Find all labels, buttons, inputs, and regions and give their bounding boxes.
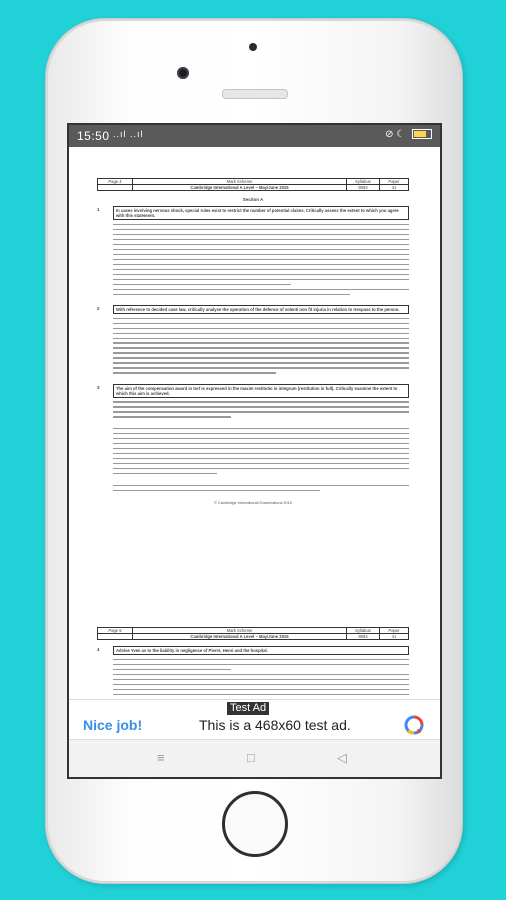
question-1 [97, 206, 409, 295]
home-icon[interactable]: □ [247, 750, 255, 765]
ad-tag: Test Ad [227, 702, 269, 715]
syllabus-label: Syllabus [347, 628, 380, 634]
ad-nice-text: Nice job! [83, 717, 143, 733]
status-time: 15:50 [77, 129, 110, 143]
back-icon[interactable]: ◁ [337, 750, 347, 765]
status-indicators [385, 129, 432, 140]
copyright-text: © Cambridge International Examinations 2015 [214, 500, 292, 505]
paper-value: 41 [380, 634, 409, 640]
document-page-5 [97, 627, 409, 699]
answer-text-lines [113, 659, 409, 695]
question-prompt: In cases involving nervous shock, special rules exist to restrict the number of potential claims. Critically assess the extent to which you agree with this statement. [113, 206, 409, 220]
syllabus-value: 9084 [347, 185, 380, 191]
page-label: Page 5 [98, 628, 133, 634]
ad-choices-icon[interactable] [403, 714, 425, 736]
signal-icon: ..ıl ..ıl [113, 129, 144, 139]
question-4 [97, 646, 409, 695]
mark-scheme-label: Mark Scheme [133, 628, 347, 634]
syllabus-value: 9084 [347, 634, 380, 640]
page-header-table [97, 178, 409, 191]
home-button[interactable] [222, 791, 288, 857]
question-number: 3 [97, 384, 100, 390]
screen [67, 123, 442, 779]
page-label: Page 4 [98, 179, 133, 185]
exam-title: Cambridge International A Level – May/June 2015 [133, 185, 347, 191]
answer-text-lines [113, 401, 409, 491]
android-nav-bar [69, 739, 440, 778]
battery-icon [412, 129, 432, 139]
answer-text-lines [113, 318, 409, 374]
section-title: Section A [242, 197, 264, 202]
document-page-4 [97, 178, 409, 506]
speaker-grille [222, 89, 288, 99]
earpiece [249, 43, 257, 51]
question-number: 2 [97, 305, 100, 311]
question-prompt: The aim of the compensation award in tort is expressed in the maxim restitutio in integrum (restitution in full). Critically examine the extent to which this aim is achieved. [113, 384, 409, 398]
paper-value: 41 [380, 185, 409, 191]
question-number: 1 [97, 207, 100, 212]
mark-scheme-label: Mark Scheme [133, 179, 347, 185]
front-camera [177, 67, 189, 79]
syllabus-label: Syllabus [347, 179, 380, 185]
status-indicator-icons: ⊘ ☾ [385, 129, 406, 140]
question-3 [97, 384, 409, 491]
question-prompt: Advise Yves as to the liability in negligence of Pierre, Henri and the hospital. [113, 646, 409, 655]
paper-label: Paper [380, 628, 409, 634]
question-prompt: With reference to decided case law, critically analyse the operation of the defence of volenti non fit injuria in relation to trespass to the person. [113, 305, 409, 314]
answer-text-lines [113, 224, 409, 295]
exam-title: Cambridge International A Level – May/June 2015 [133, 634, 347, 640]
question-number: 4 [97, 647, 100, 652]
document-viewer[interactable] [69, 147, 440, 699]
page-header-table [97, 627, 409, 640]
ad-banner[interactable] [69, 699, 440, 740]
status-bar [69, 125, 440, 147]
question-2 [97, 305, 409, 374]
ad-text: This is a 468x60 test ad. [199, 717, 351, 733]
paper-label: Paper [380, 179, 409, 185]
menu-icon[interactable]: ≡ [157, 750, 165, 765]
